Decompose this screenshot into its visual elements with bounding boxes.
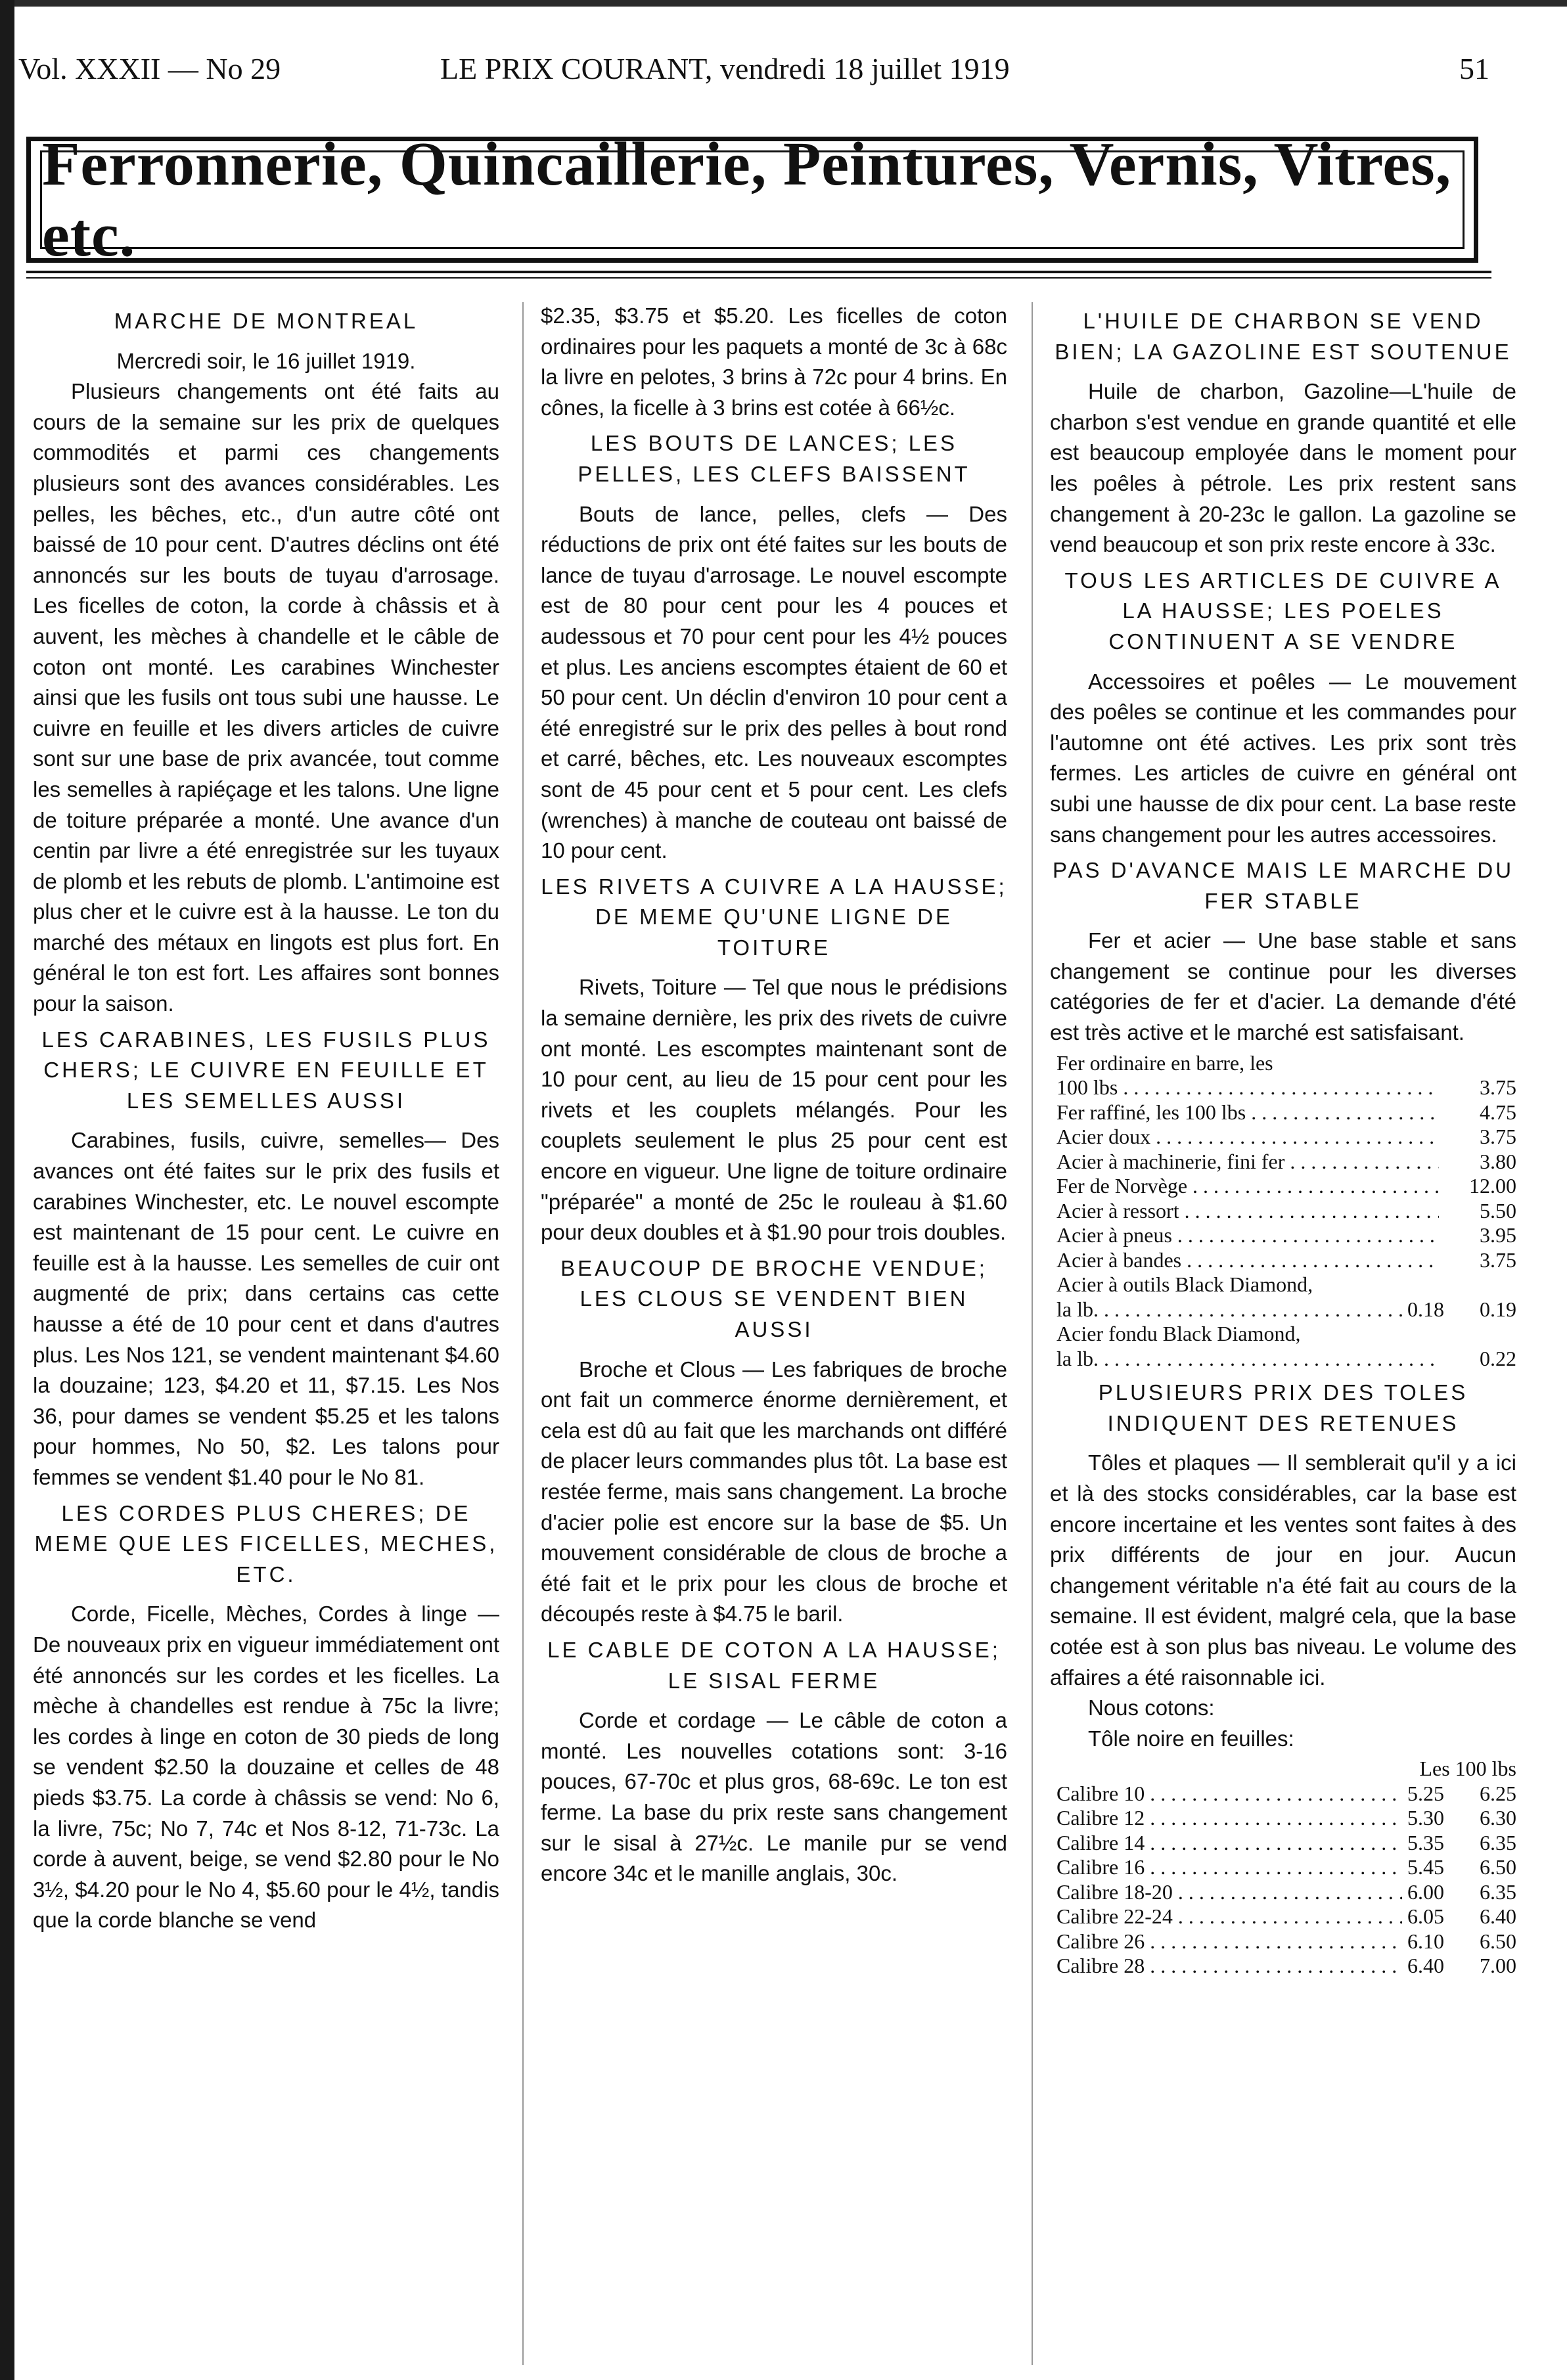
price-value-high: 6.25: [1480, 1781, 1516, 1805]
price-value-low: 5.35: [1407, 1830, 1444, 1854]
fer-price-table: [1056, 1051, 1516, 1372]
price-item-name: Acier à pneus . . .: [1056, 1223, 1439, 1248]
price-value-low: 6.40: [1407, 1954, 1444, 1978]
calibre-unit-header: Les 100 lbs: [1419, 1757, 1516, 1781]
column-1: [33, 301, 499, 1936]
heading-bouts: LES BOUTS DE LANCES; LES PELLES, LES CLEFS BAISSENT: [578, 431, 970, 486]
price-row: [1056, 1904, 1516, 1929]
paragraph-toles: Tôles et plaques — Il semblerait qu'il y a ici et là des stocks considérables, car la base est encore incertaine et les ventes sont faites à des prix différents de jour en jour. Aucun changement véritable n'a été fait au cours de la semaine. Il est évident, malgré cela, que la base cotée est à son plus bas niveau. Le volume des affaires a été raisonnable ici.: [1050, 1450, 1516, 1690]
paragraph-rivets: Rivets, Toiture — Tel que nous le prédisions la semaine dernière, les prix des rivets de cuivre ont monté. Les escomptes maintenant sont de 10 pour cent, au lieu de 15 pour cent pour les rivets et les couplets mélangés. Pour les couplets seulement le plus 25 pour cent est encore en vigueur. Une ligne de toiture ordinaire "préparée" a monté de 25c le rouleau à $1.60 pour deux doubles et à $1.90 pour trois doubles.: [541, 975, 1007, 1245]
price-value-low: 5.30: [1407, 1806, 1444, 1830]
heading-fer: PAS D'AVANCE MAIS LE MARCHE DU FER STABLE: [1052, 858, 1514, 913]
heading-cable: LE CABLE DE COTON A LA HAUSSE; LE SISAL FERME: [547, 1637, 1001, 1693]
paragraph-nous-cotons: Nous cotons:: [1088, 1695, 1215, 1720]
price-value-high: 6.35: [1480, 1830, 1516, 1854]
scan-top-edge: [0, 0, 1567, 7]
price-value-high: 6.50: [1480, 1929, 1516, 1953]
page-number: 51: [1459, 52, 1489, 85]
price-item-name: Acier à outils Black Diamond,: [1056, 1272, 1313, 1297]
price-item-name: Calibre 26 . . .: [1056, 1929, 1402, 1954]
price-row: [1056, 1100, 1516, 1125]
price-value-low: 0.18: [1407, 1297, 1444, 1321]
price-item-name: Calibre 18-20 . . .: [1056, 1880, 1402, 1905]
price-item-name: Acier fondu Black Diamond,: [1056, 1322, 1301, 1346]
paragraph-cable: Corde et cordage — Le câble de coton a monté. Les nouvelles cotations sont: 3-16 pouces, 67-70c et plus gros, 68-69c. Le ton est ferme. La base du prix reste sans changement sur le sisal à 27½c. Le manile pur se vend encore 34c et le manille anglais, 30c.: [541, 1708, 1007, 1886]
heading-cuivre: TOUS LES ARTICLES DE CUIVRE A LA HAUSSE; LES POELES CONTINUENT A SE VENDRE: [1064, 568, 1502, 654]
price-value-high: 7.00: [1480, 1954, 1516, 1978]
price-item-name: Calibre 28 . . .: [1056, 1954, 1402, 1979]
price-value-high: 4.75: [1480, 1100, 1516, 1124]
section-title: Ferronnerie, Quincaillerie, Peintures, Vernis, Vitres, etc.: [42, 130, 1452, 269]
title-rule-thin: [26, 277, 1491, 279]
volume-number: Vol. XXXII — No 29: [18, 52, 281, 85]
paragraph-intro: Plusieurs changements ont été faits au cours de la semaine sur les prix de quelques commodités et parmi ces changements plusieurs sont des avances considérables. Les pelles, les bêches, etc., d'un autre côté ont baissé de 10 pour cent. D'autres déclins ont été annoncés sur les bouts de tuyau d'arrosage. Les ficelles de coton, la corde à châssis et à auvent, les mèches à chandelle et le câble de coton ont monté. Les carabines Winchester ainsi que les fusils ont tous subi une hausse. Le cuivre en feuille et les divers articles de cuivre sont sur une base de prix avancée, tout comme les semelles à rapiéçage et les talons. Une ligne de toiture préparée a monté. Une avance d'un centin par livre a été enregistrée sur les tuyaux de plomb et les rebuts de plomb. L'antimoine est plus cher et le cuivre est à la hausse. Le ton du marché des métaux en lingots est plus fort. En général le ton est fort. Les affaires sont bonnes pour la saison.: [33, 379, 499, 1016]
paragraph-huile: Huile de charbon, Gazoline—L'huile de charbon s'est vendue en grande quantité et elle est beaucoup employée dans le moment pour les poêles à pétrole. Les prix restent sans changement à 20-23c le gallon. La gazoline se vend beaucoup et son prix reste encore à 33c.: [1050, 379, 1516, 557]
title-rule: [26, 271, 1491, 273]
price-value-high: 0.22: [1480, 1346, 1516, 1370]
heading-cordes: LES CORDES PLUS CHERES; DE MEME QUE LES FICELLES, MECHES, ETC.: [34, 1500, 498, 1586]
price-value-low: 5.25: [1407, 1781, 1444, 1805]
price-item-name: la lb. . . .: [1056, 1347, 1439, 1372]
paragraph-fer: Fer et acier — Une base stable et sans changement se continue pour les diverses catégories de fer et d'acier. La demande d'été est très active et le marché est satisfaisant.: [1050, 928, 1516, 1045]
price-row: [1056, 1806, 1516, 1831]
price-row: [1056, 1223, 1516, 1248]
price-value-low: 6.00: [1407, 1879, 1444, 1904]
price-value-high: 6.30: [1480, 1806, 1516, 1830]
heading-marche: MARCHE DE MONTREAL: [114, 309, 419, 333]
running-head: [0, 51, 1567, 97]
paragraph-cordes: Corde, Ficelle, Mèches, Cordes à linge — De nouveaux prix en vigueur immédiatement ont été annoncés sur les cordes et les ficelles. La mèche à chandelles est rendue à 75c la livre; les cordes à linge en coton de 30 pieds de long se vendent $2.50 la douzaine et celles de 48 pieds $3.75. La corde à châssis se vend: No 6, la livre, 75c; No 7, 74c et Nos 8-12, 71-73c. La corde à auvent, beige, se vend $2.80 pour le No 3½, $4.20 pour le No 4, $5.60 pour le 4½, tandis que la corde blanche se vend: [33, 1602, 499, 1933]
price-item-name: Acier doux . . .: [1056, 1125, 1439, 1150]
price-value-high: 3.75: [1480, 1247, 1516, 1272]
section-title-box: [26, 130, 1478, 269]
paragraph-tole-noire: Tôle noire en feuilles:: [1088, 1726, 1294, 1751]
price-row: [1056, 1297, 1516, 1322]
price-value-high: 6.50: [1480, 1855, 1516, 1879]
price-item-name: Calibre 12 . . .: [1056, 1806, 1402, 1831]
heading-broche: BEAUCOUP DE BROCHE VENDUE; LES CLOUS SE VENDENT BIEN AUSSI: [560, 1255, 988, 1341]
column-3: [1050, 301, 1516, 1985]
price-value-high: 6.40: [1480, 1904, 1516, 1929]
price-value-high: 3.75: [1480, 1125, 1516, 1149]
heading-huile: L'HUILE DE CHARBON SE VEND BIEN; LA GAZOLINE EST SOUTENUE: [1055, 309, 1512, 364]
price-row: [1056, 1855, 1516, 1880]
calibre-rows: [1056, 1782, 1516, 1979]
price-row: [1056, 1125, 1516, 1150]
paragraph-cuivre: Accessoires et poêles — Le mouvement des poêles se continue et les commandes pour l'automne ont été actives. Les prix sont très fermes. Les articles de cuivre en général ont subi une hausse de dix pour cent. La base reste sans changement pour les autres accessoires.: [1050, 669, 1516, 847]
paragraph-broche: Broche et Clous — Les fabriques de broche ont fait un commerce énorme dernièrement, et cela est dû au fait que les marchands ont différé de placer leurs commandes plus tôt. La base est restée ferme, mais sans changement. La broche d'acier polie est encore sur la base de $5. Un mouvement considérable de clous de broche a été fait et le prix pour les clous de broche et découpés reste à $4.75 le baril.: [541, 1357, 1007, 1627]
section-title-inner: [40, 130, 1465, 269]
price-item-name: Calibre 10 . . .: [1056, 1782, 1402, 1807]
price-row: [1056, 1272, 1516, 1297]
price-value-low: 6.10: [1407, 1929, 1444, 1953]
price-item-name: Calibre 22-24 . . .: [1056, 1904, 1402, 1929]
heading-carabines: LES CARABINES, LES FUSILS PLUS CHERS; LE CUIVRE EN FEUILLE ET LES SEMELLES AUSSI: [41, 1027, 491, 1113]
price-item-name: 100 lbs . . .: [1056, 1075, 1439, 1100]
price-value-high: 0.19: [1480, 1297, 1516, 1321]
price-row: [1056, 1150, 1516, 1175]
price-item-name: Calibre 16 . . .: [1056, 1855, 1402, 1880]
price-row: [1056, 1954, 1516, 1979]
price-row: [1056, 1831, 1516, 1856]
heading-toles: PLUSIEURS PRIX DES TOLES INDIQUENT DES RETENUES: [1098, 1380, 1468, 1435]
paragraph-bouts: Bouts de lance, pelles, clefs — Des réductions de prix ont été faites sur les bouts de lance de tuyau d'arrosage. Le nouvel escompte est de 80 pour cent pour les 4 pouces et audessous et 70 pour cent pour les 4½ pouces et plus. Les anciens escomptes étaient de 60 et 50 pour cent. Un déclin d'environ 10 pour cent a été enregistré sur le prix des pelles à bout rond et carré, bêches, etc. Les nouveaux escomptes sont de 45 pour cent et 5 pour cent. Les clefs (wrenches) à manche de couteau ont baissé de 10 pour cent.: [541, 501, 1007, 863]
price-item-name: Fer de Norvège . . .: [1056, 1174, 1439, 1199]
price-item-name: Calibre 14 . . .: [1056, 1831, 1402, 1856]
price-row: [1056, 1347, 1516, 1372]
price-row: [1056, 1075, 1516, 1100]
price-value-high: 6.35: [1480, 1879, 1516, 1904]
price-row: [1056, 1051, 1516, 1076]
price-row: [1056, 1174, 1516, 1199]
price-item-name: Acier à bandes . . .: [1056, 1248, 1439, 1273]
paragraph-carabines: Carabines, fusils, cuivre, semelles— Des avances ont été faites sur le prix des fusils et carabines Winchester, etc. Le nouvel escompte est maintenant de 15 pour cent. Le cuivre en feuille est à la hausse. Les semelles de cuir ont augmenté de prix; dans certains cas cette hausse a été de 10 pour cent et dans d'autres plus. Les Nos 121, se vendent maintenant $4.60 la douzaine; 123, $4.20 et 11, $7.15. Les Nos 36, pour dames se vendent $5.25 et les talons pour hommes, No 50, $2. Les talons pour femmes se vendent $1.40 pour le No 81.: [33, 1128, 499, 1489]
paragraph-ficelles-cont: $2.35, $3.75 et $5.20. Les ficelles de coton ordinaires pour les paquets a monté de 3c à 68c la livre en pelotes, 3 brins à 72c pour 4 brins. En cônes, la ficelle à 3 brins est cotée à 66½c.: [541, 303, 1007, 420]
price-value-high: 3.75: [1480, 1075, 1516, 1100]
price-item-name: Acier à ressort . . .: [1056, 1199, 1439, 1224]
price-row: [1056, 1248, 1516, 1273]
column-2: [541, 301, 1007, 1889]
column-divider: [522, 302, 524, 2365]
scan-left-edge: [0, 0, 14, 2380]
price-value-low: 5.45: [1407, 1855, 1444, 1879]
price-row: [1056, 1880, 1516, 1905]
price-row: [1056, 1322, 1516, 1347]
price-value-high: 5.50: [1480, 1198, 1516, 1223]
column-divider: [1032, 302, 1033, 2365]
heading-rivets: LES RIVETS A CUIVRE A LA HAUSSE; DE MEME QU'UNE LIGNE DE TOITURE: [541, 874, 1007, 960]
price-item-name: Fer raffiné, les 100 lbs . . .: [1056, 1100, 1439, 1125]
price-row: [1056, 1929, 1516, 1954]
price-value-high: 3.80: [1480, 1149, 1516, 1173]
price-row: [1056, 1199, 1516, 1224]
price-item-name: Acier à machinerie, fini fer . . .: [1056, 1150, 1439, 1175]
report-date: Mercredi soir, le 16 juillet 1919.: [116, 348, 416, 373]
calibre-price-table: [1056, 1757, 1516, 1979]
price-item-name: Fer ordinaire en barre, les: [1056, 1050, 1273, 1075]
price-value-low: 6.05: [1407, 1904, 1444, 1929]
price-row: [1056, 1782, 1516, 1807]
price-value-high: 12.00: [1469, 1174, 1516, 1198]
price-item-name: la lb. . . .: [1056, 1297, 1402, 1322]
masthead: LE PRIX COURANT, vendredi 18 juillet 1919: [440, 52, 1010, 85]
price-value-high: 3.95: [1480, 1223, 1516, 1247]
